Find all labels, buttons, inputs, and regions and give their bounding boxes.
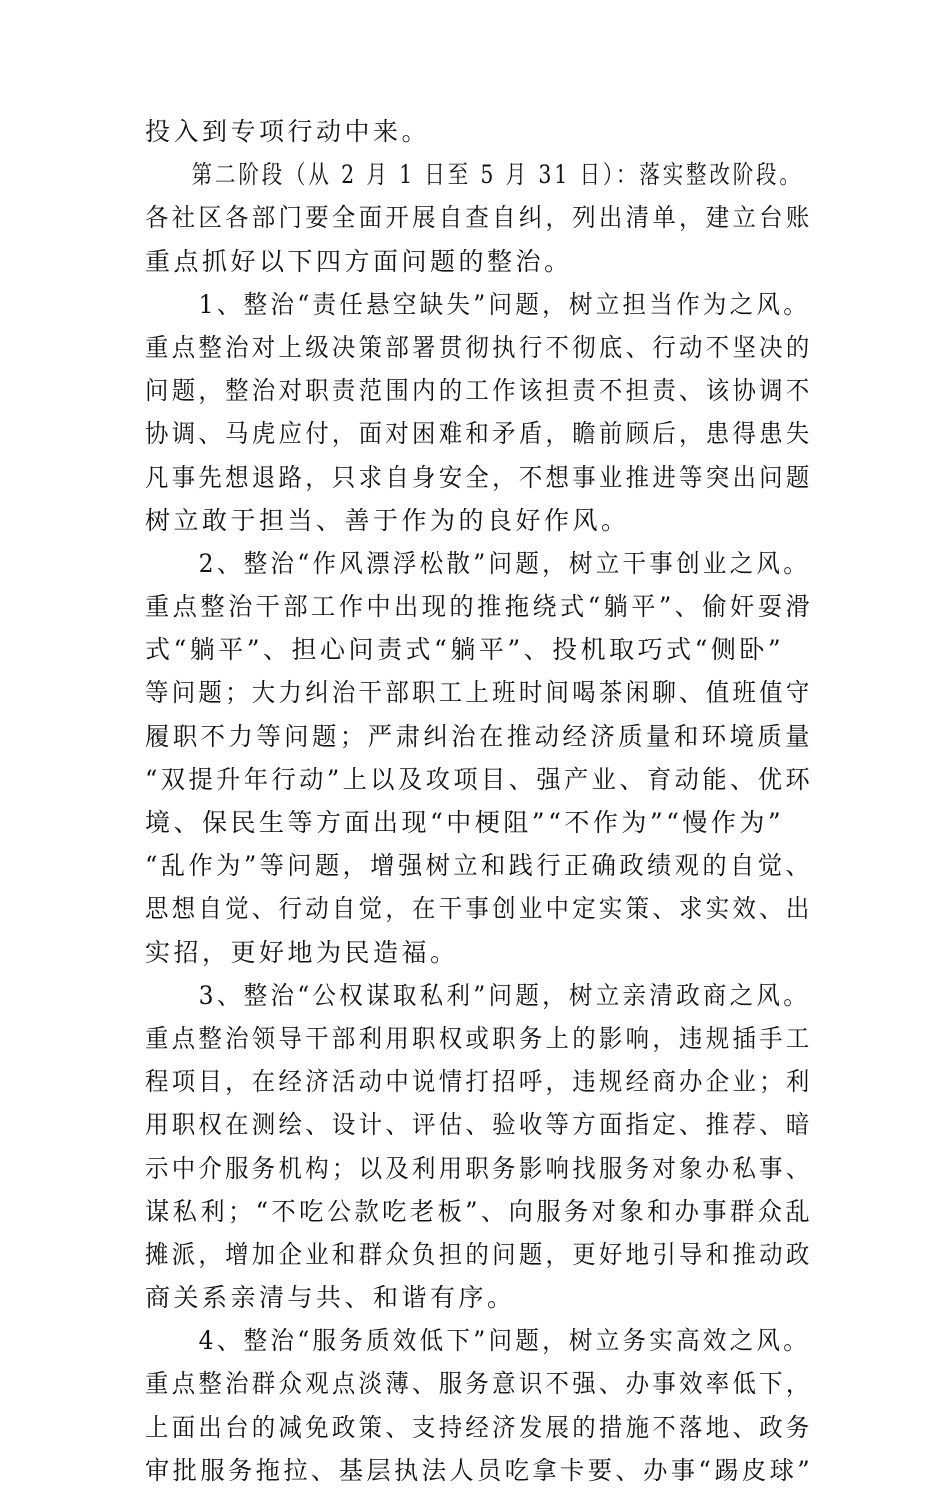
text-line: 协调、马虎应付，面对困难和矛盾，瞻前顾后，患得患失 — [145, 419, 813, 449]
text-line: 重点抓好以下四方面问题的整治。 — [145, 246, 573, 276]
text-line: 上面出台的减免政策、支持经济发展的措施不落地、政务 — [145, 1412, 813, 1442]
text-line: “双提升年行动”上以及攻项目、强产业、育动能、优环 — [145, 764, 814, 794]
text-line: 履职不力等问题；严肃纠治在推动经济质量和环境质量 — [145, 721, 814, 751]
text-line: 3、整治“公权谋取私利”问题，树立亲清政商之风。 — [198, 980, 811, 1010]
text-line: 思想自觉、行动自觉，在干事创业中定实策、求实效、出 — [145, 894, 813, 924]
text-line: 实招，更好地为民造福。 — [145, 937, 459, 967]
text-line: 境、保民生等方面出现“中梗阻”“不作为”“慢作为” — [145, 808, 785, 837]
text-line: 问题，整治对职责范围内的工作该担责不担责、该协调不 — [145, 376, 813, 406]
text-line: 各社区各部门要全面开展自查自纠，列出清单，建立台账 — [145, 203, 813, 233]
text-line: 重点整治对上级决策部署贯彻执行不彻底、行动不坚决的 — [145, 332, 813, 362]
text-line: 等问题；大力纠治干部职工上班时间喝茶闲聊、值班值守 — [145, 678, 813, 708]
text-line: 程项目，在经济活动中说情打招呼，违规经商办企业；利 — [145, 1067, 813, 1097]
text-line: 摊派，增加企业和群众负担的问题，更好地引导和推动政 — [145, 1239, 813, 1269]
text-line: 谋私利；“不吃公款吃老板”、向服务对象和办事群众乱 — [145, 1196, 814, 1226]
text-line: 重点整治领导干部利用职权或职务上的影响，违规插手工 — [145, 1023, 813, 1053]
text-line: 投入到专项行动中来。 — [145, 117, 431, 146]
text-line: 用职权在测绘、设计、评估、验收等方面指定、推荐、暗 — [145, 1110, 813, 1140]
text-line: 1、整治“责任悬空缺失”问题，树立担当作为之风。 — [198, 289, 811, 319]
text-line: 凡事先想退路，只求自身安全，不想事业推进等突出问题 — [145, 462, 813, 492]
text-line: 式“躺平”、担心问责式“躺平”、投机取巧式“侧卧” — [145, 635, 785, 665]
document-body — [145, 110, 814, 1492]
text-line: 重点整治干部工作中出现的推拖绕式“躺平”、偷奸耍滑 — [145, 592, 814, 622]
text-line: 树立敢于担当、善于作为的良好作风。 — [145, 505, 630, 535]
text-line: “乱作为”等问题，增强树立和践行正确政绩观的自觉、 — [145, 851, 814, 881]
text-line: 重点整治群众观点淡薄、服务意识不强、办事效率低下， — [145, 1369, 813, 1399]
text-line: 商关系亲清与共、和谐有序。 — [145, 1283, 516, 1313]
text-line: 4、整治“服务质效低下”问题，树立务实高效之风。 — [198, 1326, 811, 1356]
text-line: 示中介服务机构；以及利用职务影响找服务对象办私事、 — [145, 1153, 813, 1183]
text-line: 第二阶段（从 2 月 1 日至 5 月 31 日）：落实整改阶段。 — [191, 160, 803, 190]
text-line: 审批服务拖拉、基层执法人员吃拿卡要、办事“踢皮球” — [145, 1455, 814, 1485]
text-line: 2、整治“作风漂浮松散”问题，树立干事创业之风。 — [198, 548, 811, 578]
